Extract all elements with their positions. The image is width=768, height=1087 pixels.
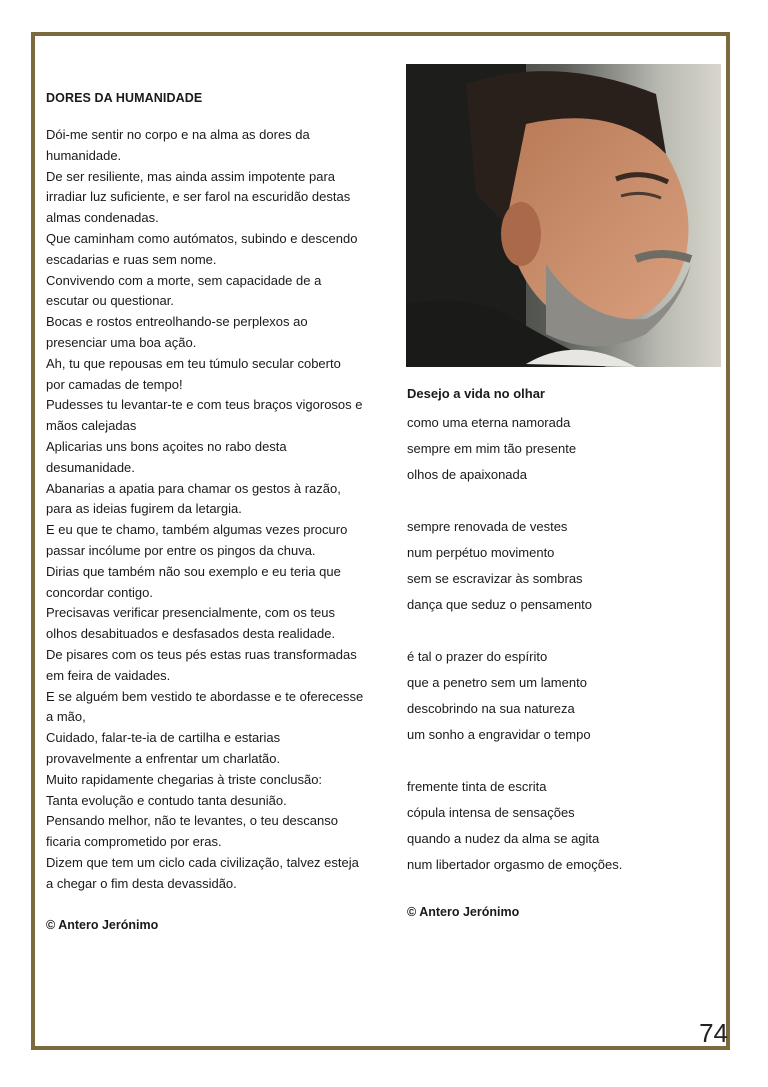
left-poem (46, 88, 371, 935)
poem-line: olhos desabituados e desfasados desta realidade. (46, 626, 336, 642)
left-poem-body (46, 125, 371, 894)
poem-line: sem se escravizar às sombras (407, 571, 583, 586)
poem-line: por camadas de tempo! (46, 376, 183, 392)
poem-line: Ah, tu que repousas em teu túmulo secular coberto (46, 355, 341, 371)
poem-line: Precisavas verificar presencialmente, com os teus (46, 605, 336, 621)
poem-line: E se alguém bem vestido te abordasse e te oferecesse (46, 688, 364, 704)
right-poem-title: Desejo a vida no olhar (407, 386, 545, 401)
poem-line: concordar contigo. (46, 584, 153, 600)
poem-line: provavelmente a enfrentar um charlatão. (46, 750, 281, 766)
left-poem-title: DORES DA HUMANIDADE (46, 91, 203, 105)
poem-line: mãos calejadas (46, 418, 137, 434)
poem-line: em feira de vaidades. (46, 667, 171, 683)
poem-line: quando a nudez da alma se agita (407, 831, 600, 846)
poem-line: Abanarias a apatia para chamar os gestos à razão, (46, 480, 341, 496)
poem-line: humanidade. (46, 147, 122, 163)
poem-line: num perpétuo movimento (407, 545, 555, 560)
right-poem-signature: © Antero Jerónimo (407, 905, 520, 919)
poem-line: Aplicarias uns bons açoites no rabo desta (46, 438, 287, 454)
stanza (407, 644, 707, 748)
poem-line: Dizem que tem um ciclo cada civilização, talvez esteja (46, 854, 359, 870)
poem-line: a mão, (46, 709, 86, 725)
poem-line: passar incólume por entre os pingos da chuva. (46, 542, 316, 558)
poem-line: Pudesses tu levantar-te e com teus braços vigorosos e (46, 397, 363, 413)
author-photo (406, 64, 721, 367)
poem-line: irradiar luz suficiente, e ser farol na escuridão destas (46, 189, 351, 205)
poem-line: descobrindo na sua natureza (407, 701, 575, 716)
poem-line: Dirias que também não sou exemplo e eu teria que (46, 563, 341, 579)
poem-line: De ser resiliente, mas ainda assim impotente para (46, 168, 336, 184)
stanza (407, 514, 707, 618)
poem-line: cópula intensa de sensações (407, 805, 575, 820)
poem-line: escutar ou questionar. (46, 293, 174, 309)
poem-line: Tanta evolução e contudo tanta desunião. (46, 792, 287, 808)
poem-line: E eu que te chamo, também algumas vezes procuro (46, 522, 348, 538)
poem-line: como uma eterna namorada (407, 415, 571, 430)
poem-line: num libertador orgasmo de emoções. (407, 857, 623, 872)
poem-line: sempre renovada de vestes (407, 519, 568, 534)
poem-line: fremente tinta de escrita (407, 779, 547, 794)
poem-line: olhos de apaixonada (407, 467, 527, 482)
poem-line: ficaria comprometido por eras. (46, 834, 222, 850)
page-number: 74 (699, 1018, 728, 1048)
poem-line: Muito rapidamente chegarias à triste conclusão: (46, 771, 323, 787)
poem-line: De pisares com os teus pés estas ruas transformadas (46, 646, 357, 662)
poem-line: um sonho a engravidar o tempo (407, 727, 591, 742)
poem-line: a chegar o fim desta devassidão. (46, 875, 237, 891)
poem-line: é tal o prazer do espírito (407, 649, 548, 664)
right-poem-body (407, 410, 707, 878)
stanza (407, 410, 707, 488)
poem-line: Dói-me sentir no corpo e na alma as dores da (46, 127, 310, 142)
poem-line: sempre em mim tão presente (407, 441, 577, 456)
poem-line: escadarias e ruas sem nome. (46, 251, 217, 267)
poem-line: Que caminham como autómatos, subindo e descendo (46, 230, 358, 246)
left-poem-signature: © Antero Jerónimo (46, 918, 159, 933)
poem-line: almas condenadas. (46, 210, 159, 226)
poem-line: Convivendo com a morte, sem capacidade de a (46, 272, 322, 288)
stanza (407, 774, 707, 878)
poem-line: Bocas e rostos entreolhando-se perplexos ao (46, 314, 308, 330)
right-poem (407, 384, 707, 922)
poem-line: que a penetro sem um lamento (407, 675, 587, 690)
poem-line: desumanidade. (46, 459, 135, 475)
poem-line: para as ideias fugirem da letargia. (46, 501, 242, 517)
poem-line: Pensando melhor, não te levantes, o teu descanso (46, 813, 338, 829)
poem-line: Cuidado, falar-te-ia de cartilha e estarias (46, 730, 281, 746)
poem-line: dança que seduz o pensamento (407, 597, 593, 612)
poem-line: presenciar uma boa ação. (46, 334, 197, 350)
